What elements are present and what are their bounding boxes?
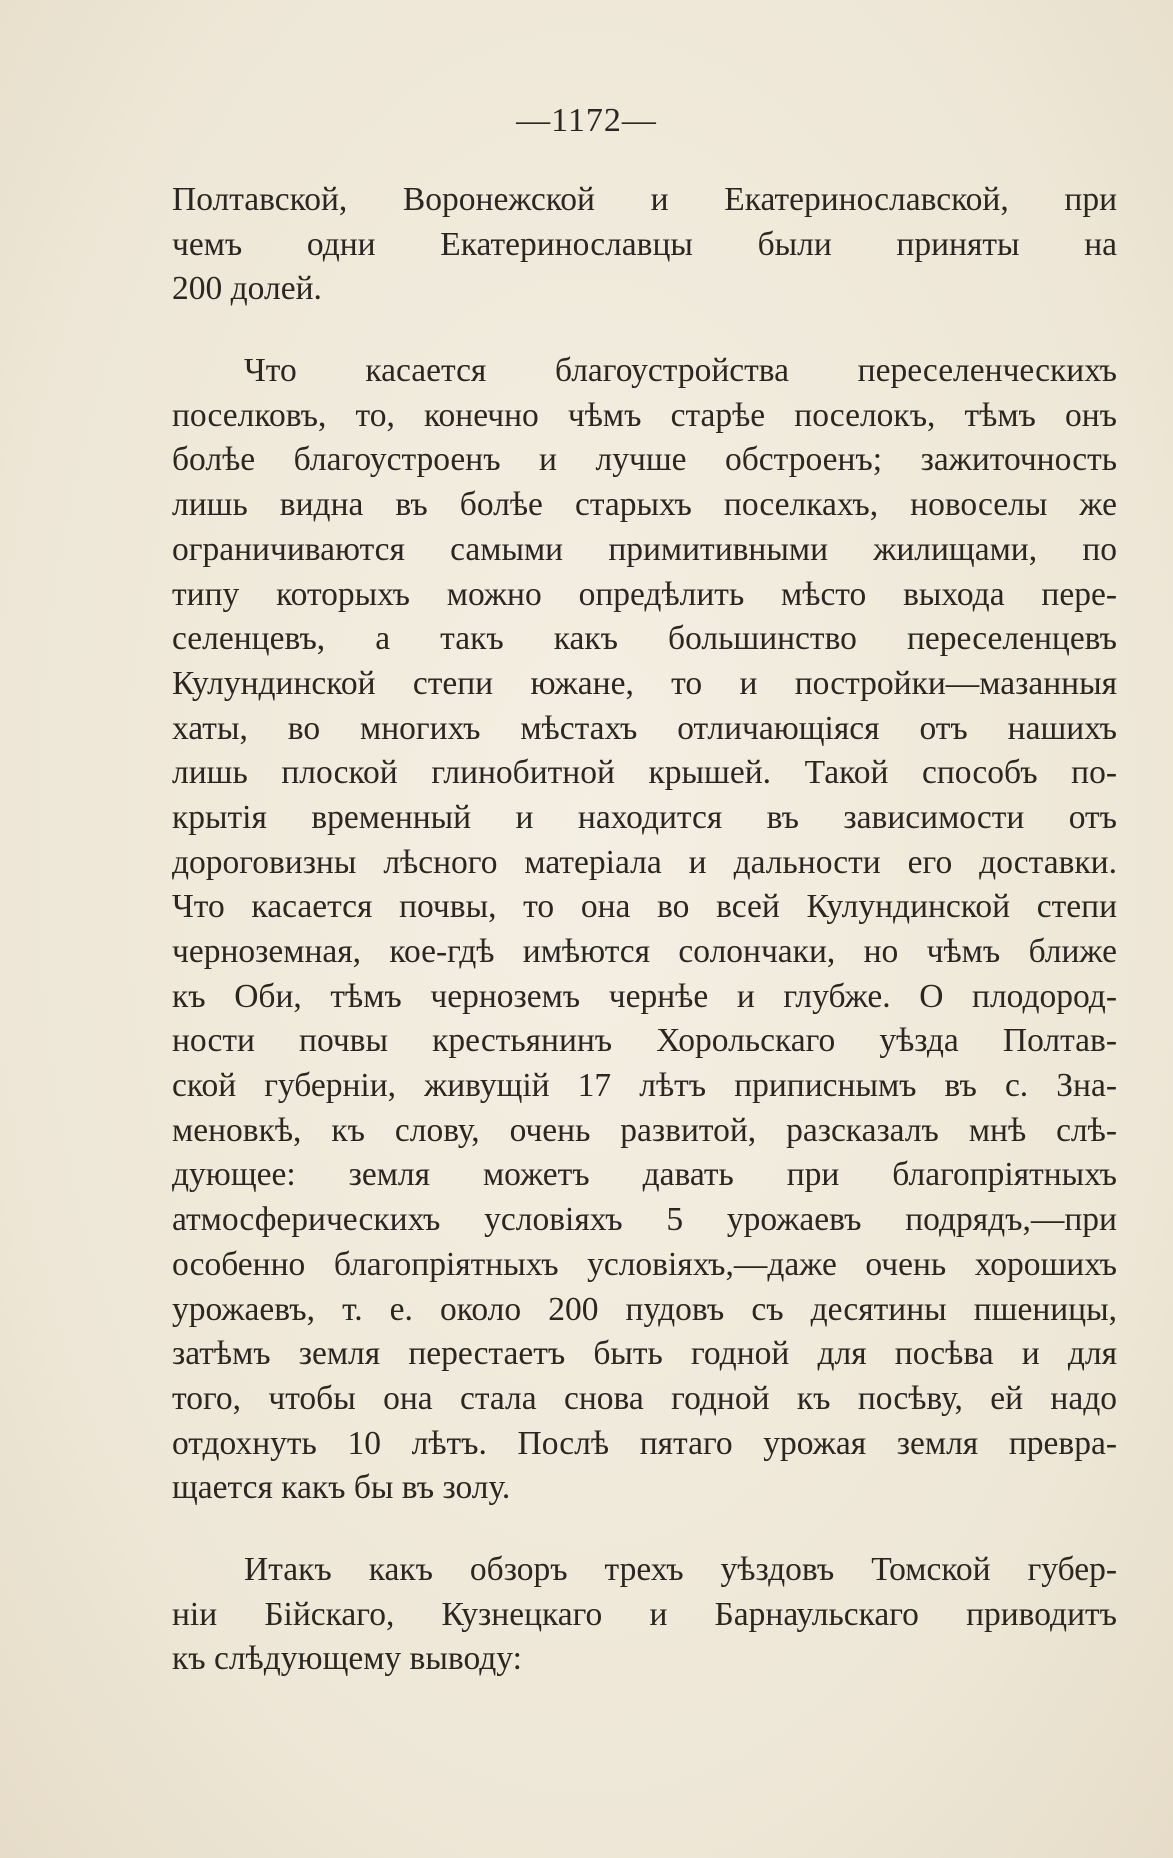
paragraph [172,349,1117,1511]
page-body [172,178,1117,1682]
text-line: щается какъ бы въ золу. [172,1469,511,1507]
text-line: Итакъ какъ обзоръ трехъ уѣздовъ Томской губер- [244,1550,1117,1588]
paragraph [172,178,1117,312]
text-line: селенцевъ, а такъ какъ большинство переселенцевъ [172,620,1117,658]
text-line: отдохнуть 10 лѣтъ. Послѣ пятаго урожая земля превра- [172,1424,1117,1462]
text-line: дующее: земля можетъ давать при благопріятныхъ [172,1156,1117,1194]
text-line: типу которыхъ можно опредѣлить мѣсто выхода пере- [172,575,1117,613]
text-line: ской губерніи, живущій 17 лѣтъ приписнымъ въ с. Зна- [172,1067,1117,1105]
text-line: ограничиваются самыми примитивными жилищами, по [172,530,1117,568]
text-line: крытія временный и находится въ зависимости отъ [172,798,1117,836]
text-line: болѣе благоустроенъ и лучше обстроенъ; зажиточность [172,441,1117,479]
text-line: особенно благопріятныхъ условіяхъ,—даже очень хорошихъ [172,1245,1117,1283]
text-line: лишь плоской глинобитной крышей. Такой способъ по- [172,754,1117,792]
text-line: затѣмъ земля перестаетъ быть годной для посѣва и для [172,1335,1117,1373]
text-line: лишь видна въ болѣе старыхъ поселкахъ, новоселы же [172,486,1117,524]
text-line: хаты, во многихъ мѣстахъ отличающіяся отъ нашихъ [172,709,1117,747]
text-line: къ слѣдующему выводу: [172,1640,522,1678]
text-line: ніи Бійскаго, Кузнецкаго и Барнаульскаго приводитъ [172,1595,1117,1633]
text-line: 200 долей. [172,270,322,308]
page-number: —1172— [516,102,657,139]
text-line: дороговизны лѣсного матеріала и дальности его доставки. [172,843,1117,881]
paragraph [172,1548,1117,1682]
text-line: черноземная, кое-гдѣ имѣются солончаки, но чѣмъ ближе [172,933,1117,970]
text-line: атмосферическихъ условіяхъ 5 урожаевъ подрядъ,—при [172,1201,1117,1239]
text-line: Полтавской, Воронежской и Екатеринославской, при [172,181,1117,218]
text-line: ности почвы крестьянинъ Хорольскаго уѣзда Полтав- [172,1022,1117,1060]
text-line: урожаевъ, т. е. около 200 пудовъ съ десятины пшеницы, [172,1290,1117,1328]
text-line: Что касается почвы, то она во всей Кулундинской степи [172,888,1117,926]
text-line: Кулундинской степи южане, то и постройки—мазанныя [172,664,1117,702]
text-line: Что касается благоустройства переселенческихъ [244,352,1117,390]
text-line: къ Оби, тѣмъ черноземъ чернѣе и глубже. О плодород- [172,977,1117,1015]
text-line: поселковъ, то, конечно чѣмъ старѣе поселокъ, тѣмъ онъ [172,396,1117,434]
text-line: чемъ одни Екатеринославцы были приняты на [172,225,1117,263]
text-line: того, чтобы она стала снова годной къ посѣву, ей надо [172,1379,1117,1417]
text-line: меновкѣ, къ слову, очень развитой, разсказалъ мнѣ слѣ- [172,1111,1117,1149]
